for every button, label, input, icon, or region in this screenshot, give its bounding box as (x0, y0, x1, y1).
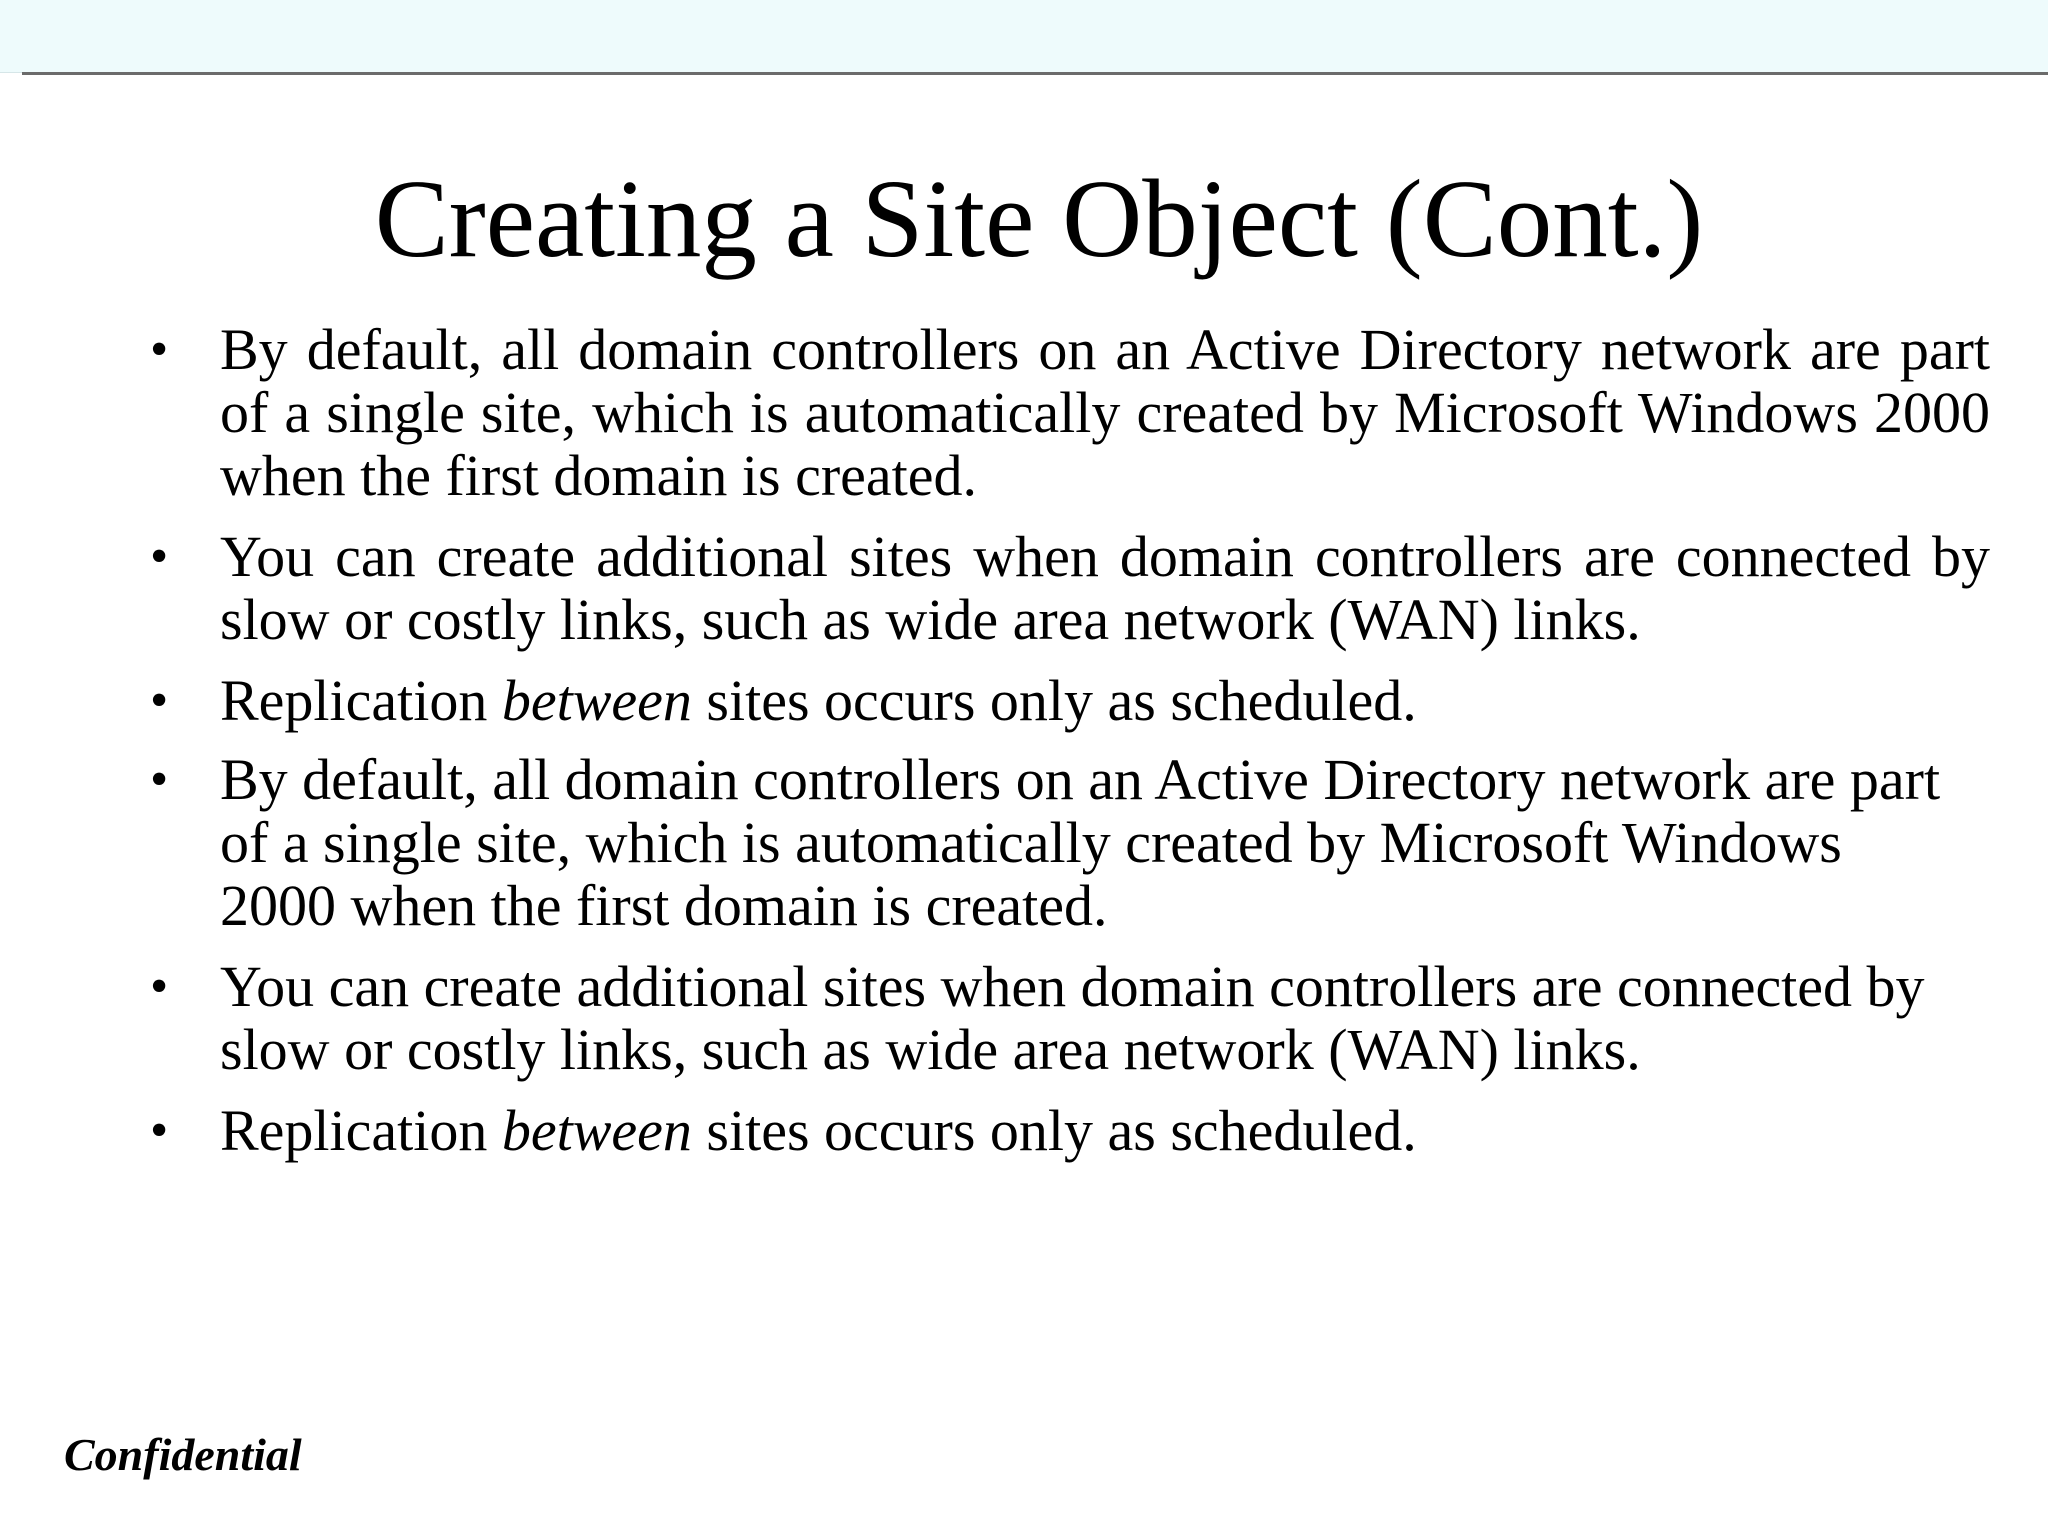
bullet-item-3 (150, 669, 1990, 732)
bullet-glyph: • (150, 672, 169, 729)
bullet-glyph: • (150, 1102, 169, 1159)
footer-confidential: Confidential (64, 1429, 302, 1480)
bullet-text-end: sites occurs only as scheduled. (691, 1098, 1417, 1163)
bullet-text (220, 1099, 1990, 1162)
bullet-text-start: Replication (220, 668, 502, 733)
bullet-list (150, 318, 1990, 1180)
bullet-text: You can create additional sites when domain controllers are connected by slow or costly links, such as wide area network (WAN) links. (220, 954, 1925, 1082)
bullet-item-4 (150, 748, 1990, 937)
bullet-item-1 (150, 318, 1990, 507)
bullet-text-emphasis: between (501, 1098, 692, 1163)
bullet-text: You can create additional sites when domain controllers are connected by slow or costly links, such as wide area network (WAN) links. (220, 524, 1990, 652)
bullet-item-6 (150, 1099, 1990, 1162)
header-divider (22, 72, 2048, 75)
bullet-glyph: • (150, 528, 169, 585)
header-band (0, 0, 2048, 73)
bullet-item-2 (150, 525, 1990, 651)
bullet-glyph: • (150, 751, 169, 808)
bullet-glyph: • (150, 321, 169, 378)
bullet-text-start: Replication (220, 1098, 502, 1163)
bullet-text-emphasis: between (501, 668, 692, 733)
bullet-text (220, 669, 1990, 732)
bullet-glyph: • (150, 958, 169, 1015)
bullet-text: By default, all domain controllers on an Active Directory network are part of a single site, which is automatically created by Microsoft Windows 2000 when the first domain is created. (220, 747, 1941, 938)
bullet-item-5 (150, 955, 1990, 1081)
bullet-text: By default, all domain controllers on an Active Directory network are part of a single site, which is automatically created by Microsoft Windows 2000 when the first domain is created. (220, 317, 1990, 508)
bullet-text-end: sites occurs only as scheduled. (691, 668, 1417, 733)
slide-title: Creating a Site Object (Cont.) (374, 158, 1704, 281)
